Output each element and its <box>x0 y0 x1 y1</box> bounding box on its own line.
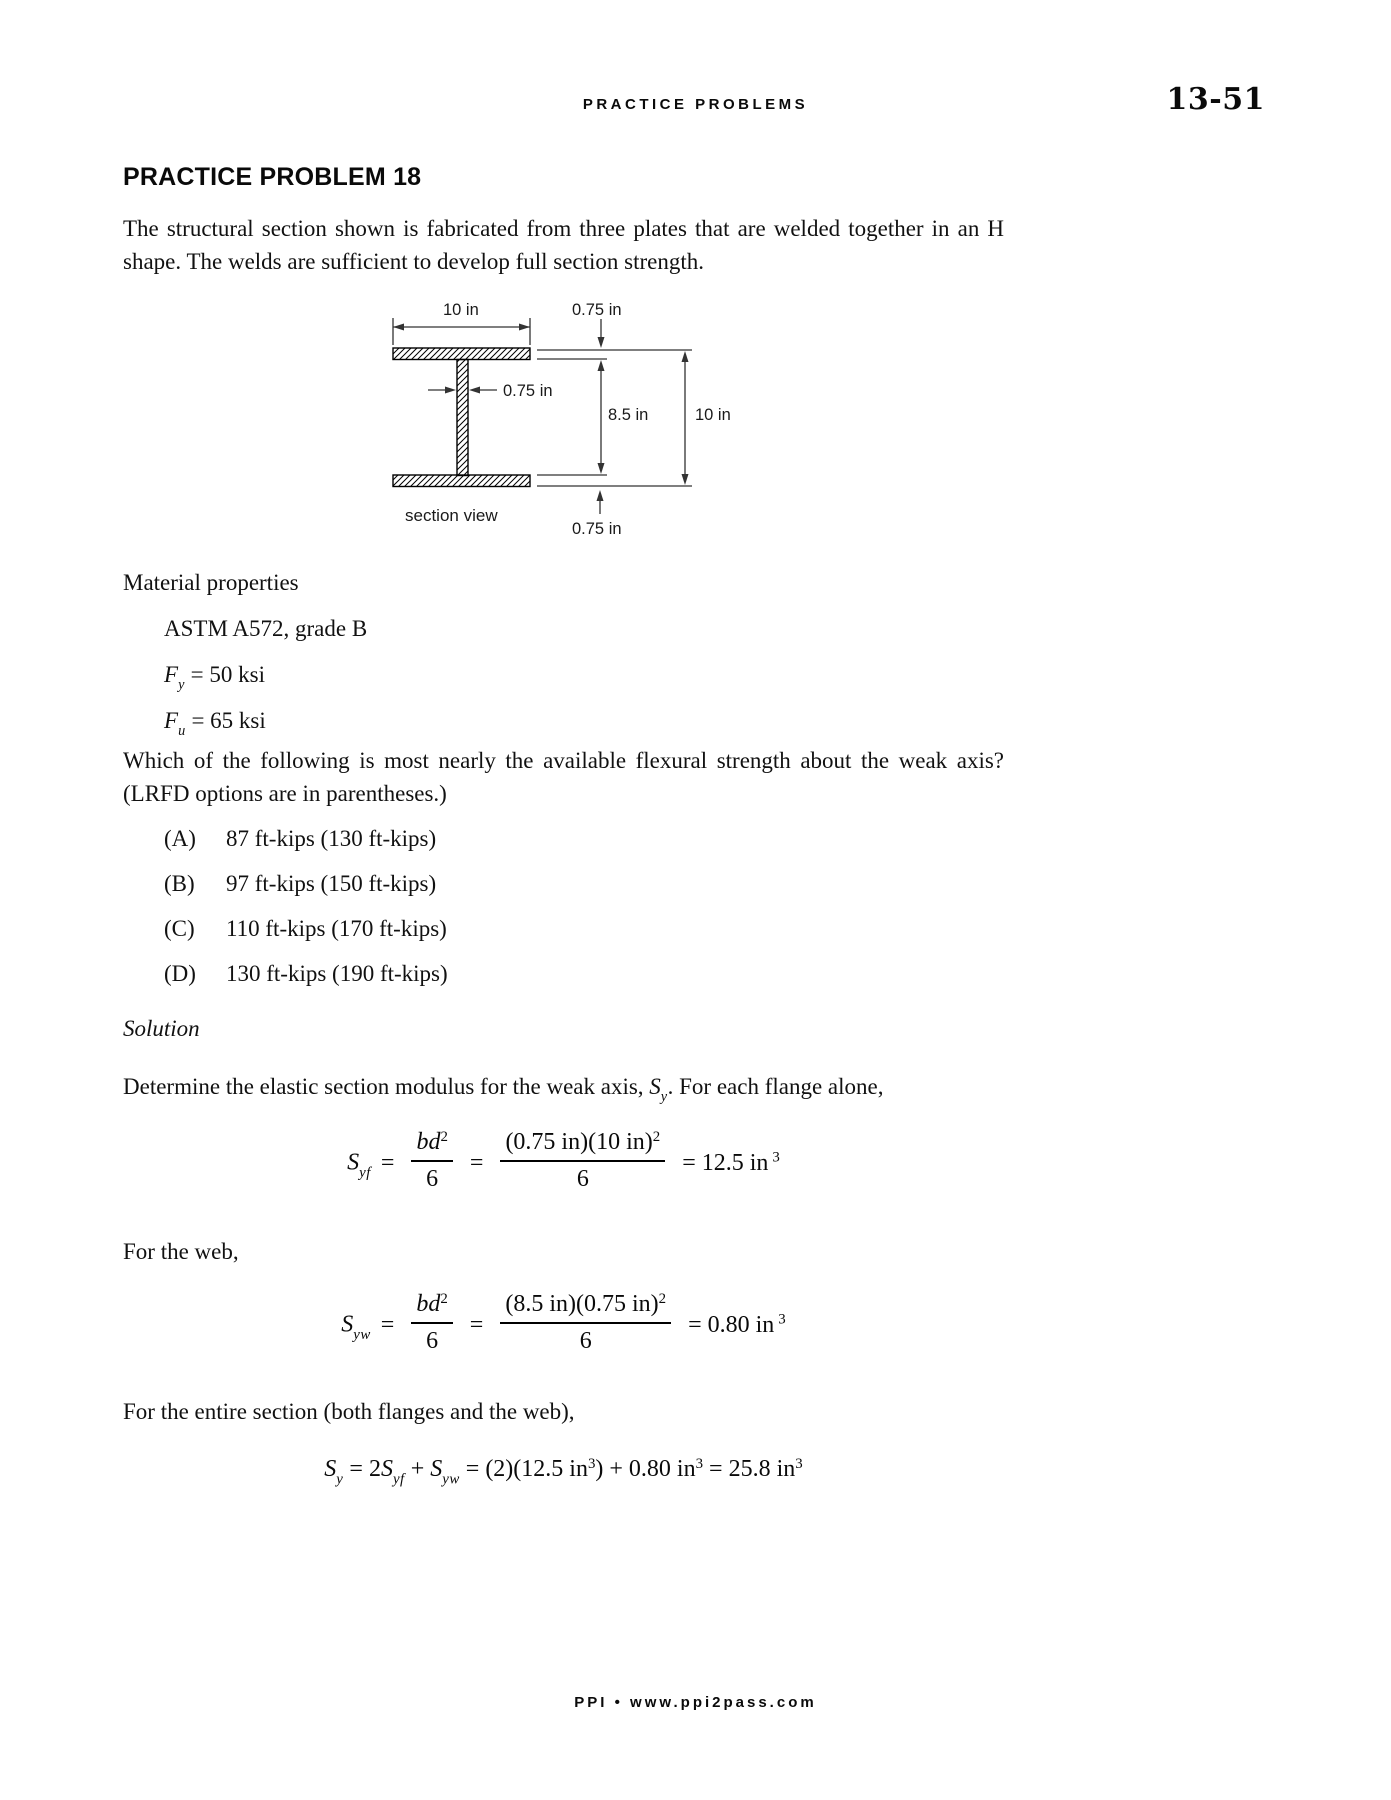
eq3-term2: S <box>380 1456 393 1483</box>
eq2-result: = 0.80 in <box>688 1311 775 1338</box>
eq1-lhs-sub: yf <box>359 1165 371 1182</box>
eq1-num2: (0.75 in)(10 in) <box>505 1129 653 1156</box>
eq2-num2-sup: 2 <box>658 1291 667 1308</box>
section-view-caption: section view <box>405 506 498 525</box>
option-row-a <box>164 826 436 852</box>
option-label-d: (D) <box>164 961 196 986</box>
eq2-den: 6 <box>426 1328 439 1355</box>
eq3-part4: ) + 0.80 in <box>595 1456 696 1483</box>
solution-intro <box>123 1070 1004 1114</box>
eq2-fraction-numeric <box>500 1291 671 1355</box>
eq2-result-sup: 3 <box>778 1311 786 1328</box>
sy-subscript: y <box>660 1089 668 1106</box>
option-text-b: 97 ft-kips (150 ft-kips) <box>226 871 437 896</box>
dimension-label-flange-width: 10 in <box>443 301 479 319</box>
bottom-flange-plate <box>393 475 530 487</box>
arrowhead-up-icon <box>597 490 604 501</box>
solution-intro-post: . For each flange alone, <box>667 1074 884 1099</box>
arrowhead-down-icon <box>682 474 689 485</box>
option-label-b: (B) <box>164 871 195 896</box>
arrowhead-down-icon <box>598 463 605 474</box>
arrowhead-down-icon <box>598 337 605 348</box>
equation-flange-modulus <box>123 1129 1004 1196</box>
dimension-label-web-thickness: 0.75 in <box>503 382 553 400</box>
arrowhead-right-icon <box>519 324 530 331</box>
eq1-equals2: = <box>469 1149 484 1176</box>
option-row-b <box>164 871 436 897</box>
eq3-part3: = (2)(12.5 in <box>459 1456 588 1483</box>
fy-symbol: F <box>164 662 179 687</box>
solution-intro-pre: Determine the elastic section modulus for the weak axis, <box>123 1074 650 1099</box>
web-plate <box>457 360 468 476</box>
eq3-term2-sub: yf <box>392 1471 405 1488</box>
option-label-a: (A) <box>164 826 196 851</box>
ultimate-strength-line <box>164 704 1045 748</box>
fy-value: = 50 ksi <box>184 662 265 687</box>
top-flange-plate <box>393 348 530 360</box>
eq3-sup3: 3 <box>795 1456 803 1472</box>
option-text-a: 87 ft-kips (130 ft-kips) <box>226 826 437 851</box>
section-diagram <box>340 293 760 545</box>
material-properties-heading: Material properties <box>123 570 299 595</box>
eq3-part1: = 2 <box>343 1456 381 1483</box>
equation-total-modulus <box>123 1456 1004 1489</box>
equation-web-modulus <box>123 1291 1004 1358</box>
dimension-label-clear-web-height: 8.5 in <box>608 406 649 424</box>
eq3-term1-sub: y <box>336 1471 344 1488</box>
solution-heading: Solution <box>123 1016 200 1041</box>
dimension-label-overall-depth: 10 in <box>695 406 731 424</box>
dimension-label-top-flange-thickness: 0.75 in <box>572 301 622 319</box>
eq2-equals2: = <box>469 1311 484 1338</box>
arrowhead-left-icon <box>393 324 404 331</box>
arrowhead-left-icon <box>469 387 480 394</box>
yield-strength-line <box>164 658 1045 702</box>
fu-value: = 65 ksi <box>185 708 266 733</box>
eq2-num-sup: 2 <box>440 1291 448 1308</box>
entire-section-lead-text: For the entire section (both flanges and the web), <box>123 1399 575 1424</box>
eq2-den2: 6 <box>579 1328 592 1355</box>
eq1-result-sup: 3 <box>772 1149 780 1166</box>
material-grade: ASTM A572, grade B <box>164 616 368 641</box>
page-number: 13-51 <box>1166 82 1265 117</box>
eq1-equals: = <box>380 1149 395 1176</box>
eq1-lhs: S <box>347 1149 360 1176</box>
eq1-num-sup: 2 <box>440 1129 448 1146</box>
eq1-den2: 6 <box>576 1166 589 1193</box>
fy-subscript: y <box>178 677 185 694</box>
eq2-lhs: S <box>341 1311 354 1338</box>
eq1-num2-sup: 2 <box>652 1129 661 1146</box>
question-text: Which of the following is most nearly the available flexural strength about the weak axis? (LRFD options are in parentheses.) <box>123 748 1004 806</box>
eq3-part5: = 25.8 in <box>703 1456 796 1483</box>
web-lead-text: For the web, <box>123 1239 239 1264</box>
eq1-fraction-numeric <box>500 1129 665 1193</box>
eq2-lhs-sub: yw <box>353 1327 371 1344</box>
option-label-c: (C) <box>164 916 195 941</box>
option-text-c: 110 ft-kips (170 ft-kips) <box>226 916 447 941</box>
eq1-result: = 12.5 in <box>682 1149 769 1176</box>
eq3-term3: S <box>430 1456 443 1483</box>
eq3-term3-sub: yw <box>442 1471 460 1488</box>
eq2-num-var: bd <box>416 1291 441 1318</box>
option-row-d <box>164 961 448 987</box>
eq3-sup2: 3 <box>695 1456 704 1472</box>
eq2-num2: (8.5 in)(0.75 in) <box>505 1291 659 1318</box>
sy-symbol: S <box>649 1074 661 1099</box>
eq2-equals: = <box>380 1311 395 1338</box>
eq3-part2: + <box>404 1456 431 1483</box>
eq1-num-var: bd <box>416 1129 441 1156</box>
problem-intro: The structural section shown is fabricated from three plates that are welded together in an H shape. The welds are sufficient to develop full section strength. <box>123 216 1004 274</box>
eq2-fraction-symbolic <box>411 1291 452 1355</box>
eq3-term1: S <box>324 1456 337 1483</box>
arrowhead-up-icon <box>598 360 605 371</box>
arrowhead-right-icon <box>445 387 456 394</box>
dimension-label-bottom-flange-thickness: 0.75 in <box>572 520 622 538</box>
footer-brand-url: PPI • www.ppi2pass.com <box>574 1694 817 1711</box>
option-text-d: 130 ft-kips (190 ft-kips) <box>226 961 448 986</box>
eq3-sup1: 3 <box>587 1456 596 1472</box>
fu-subscript: u <box>178 723 186 740</box>
option-row-c <box>164 916 447 942</box>
running-header: PRACTICE PROBLEMS <box>582 96 809 113</box>
problem-title: PRACTICE PROBLEM 18 <box>123 163 422 191</box>
eq1-fraction-symbolic <box>411 1129 452 1193</box>
eq1-den: 6 <box>426 1166 439 1193</box>
fu-symbol: F <box>164 708 179 733</box>
arrowhead-up-icon <box>682 351 689 362</box>
